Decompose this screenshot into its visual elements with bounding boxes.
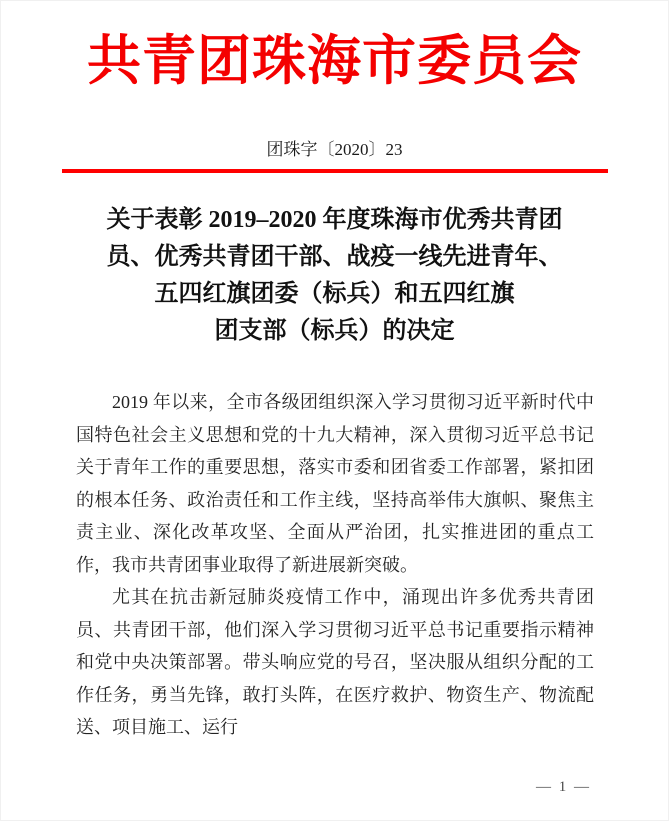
title-line-4: 团支部（标兵）的决定: [214, 318, 455, 344]
doc-number: 团珠字〔2020〕23: [266, 140, 403, 159]
document-title: [1, 202, 668, 350]
document-body: [76, 386, 594, 744]
body-paragraph-1: 2019 年以来，全市各级团组织深入学习贯彻习近平新时代中国特色社会主义思想和党的十九大精神，深入贯彻习近平总书记关于青年工作的重要思想，落实市委和团省委工作部署，紧扣团的根本任务、政治责任和工作主线，坚持高举伟大旗帜、聚焦主责主业、深化改革攻坚、全面从严治团，扎实推进团的重点工作，我市共青团事业取得了新进展新突破。: [76, 392, 594, 575]
org-header-title: 共青团珠海市委员会: [87, 31, 582, 91]
body-paragraph-2: 尤其在抗击新冠肺炎疫情工作中，涌现出许多优秀共青团员、共青团干部，他们深入学习贯彻习近平总书记重要指示精神和党中央决策部署。带头响应党的号召，坚决服从组织分配的工作任务，勇当先锋，敢打头阵，在医疗救护、物资生产、物流配送、项目施工、运行: [76, 587, 594, 737]
title-line-1: 关于表彰 2019–2020 年度珠海市优秀共青团: [106, 207, 563, 233]
title-line-3: 五四红旗团委（标兵）和五四红旗: [154, 281, 515, 307]
title-line-2: 员、优秀共青团干部、战疫一线先进青年、: [106, 244, 563, 270]
page-number-footer: — 1 —: [536, 779, 591, 795]
red-divider-line: [62, 169, 608, 173]
